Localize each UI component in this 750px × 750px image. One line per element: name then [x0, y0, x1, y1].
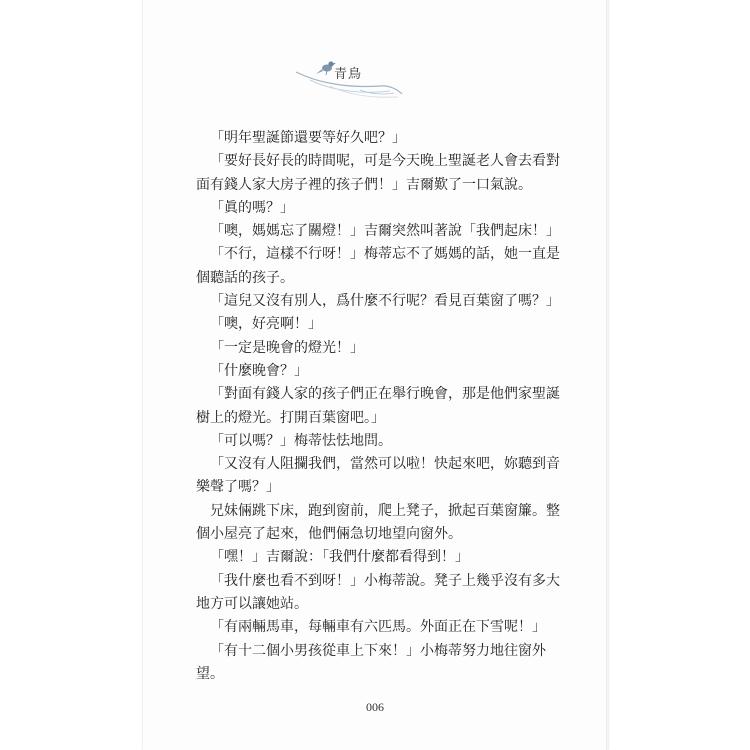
paragraph: 「要好長好長的時間呢，可是今天晚上聖誕老人會去看對面有錢人家大房子裡的孩子們！」吉爾歎了一口氣說。 [196, 153, 560, 193]
paragraph: 「又沒有人阻攔我們，當然可以啦！快起來吧，妳聽到音樂聲了嗎？」 [196, 456, 560, 496]
paragraph: 「可以嗎？」梅蒂怯怯地問。 [210, 432, 392, 449]
story-text [196, 127, 568, 686]
paragraph: 「明年聖誕節還要等好久吧？」 [210, 130, 406, 146]
paragraph: 「嘿！」吉爾說：「我們什麼都看得到！」 [210, 549, 469, 566]
paragraph: 「有十二個小男孩從車上下來！」小梅蒂努力地往窗外望。 [196, 642, 546, 682]
paragraph: 「眞的嗎？」 [210, 199, 294, 216]
paragraph: 「我什麼也看不到呀！」小梅蒂說。凳子上幾乎沒有多大地方可以讓她站。 [196, 572, 560, 612]
paragraph: 「噢，好亮啊！」 [210, 316, 322, 333]
chapter-header [290, 50, 420, 105]
page-edge [606, 0, 608, 750]
paragraph: 兄妹倆跳下床，跑到窗前，爬上凳子，掀起百葉窗簾。整個小屋亮了起來，他們倆急切地望向窗外。 [196, 502, 560, 543]
chapter-title: 青鳥 [334, 67, 363, 82]
paragraph: 「一定是晚會的燈光！」 [210, 339, 364, 356]
paragraph: 「有兩輛馬車，每輛車有六匹馬。外面正在下雪呢！」 [210, 619, 546, 636]
paragraph: 「什麼晚會？」 [210, 362, 308, 379]
paragraph: 「噢，媽媽忘了關燈！」吉爾突然叫著說「我們起床！」 [210, 223, 560, 240]
paragraph: 「對面有錢人家的孩子們正在舉行晚會，那是他們家聖誕樹上的燈光。打開百葉窗吧。」 [196, 386, 560, 426]
paragraph: 「這兒又沒有別人，爲什麼不行呢？看見百葉窗了嗎？」 [210, 293, 560, 310]
paragraph: 「不行，這樣不行呀！」梅蒂忘不了媽媽的話，她一直是個聽話的孩子。 [196, 246, 560, 286]
page-number: 006 [366, 700, 384, 714]
